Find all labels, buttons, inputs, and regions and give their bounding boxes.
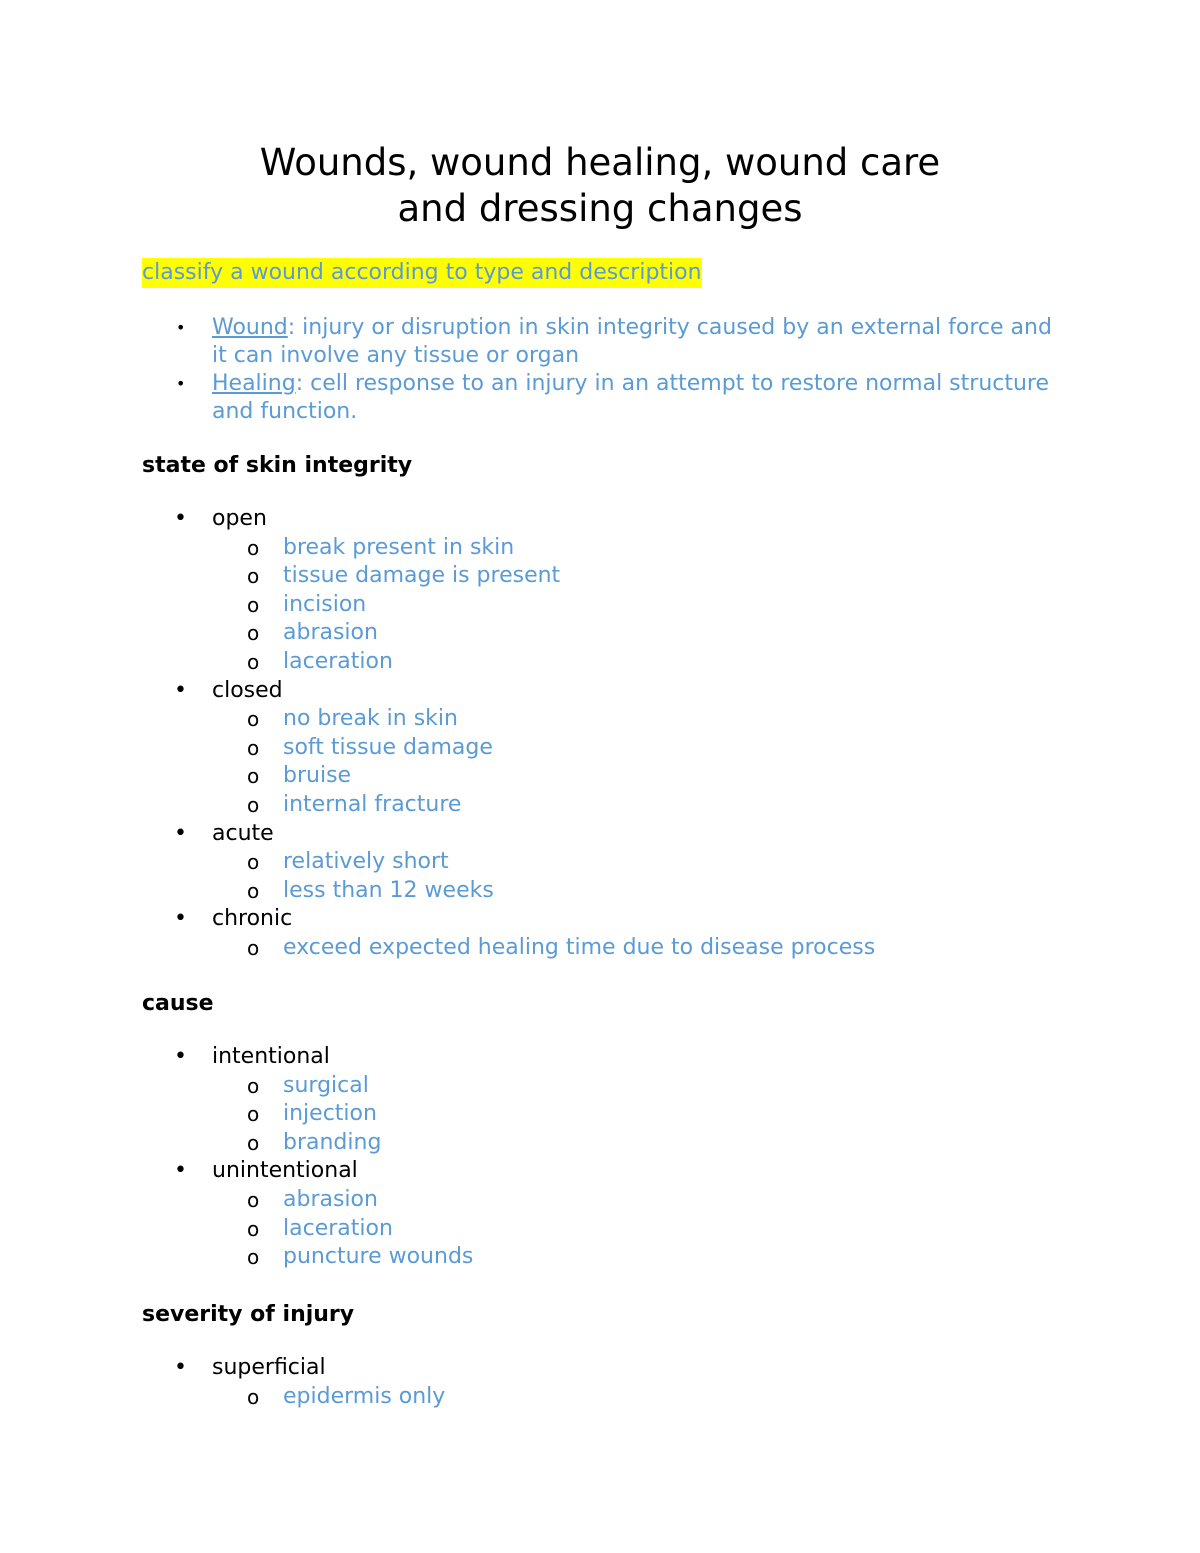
list-item (142, 677, 1102, 820)
sub-list-item (142, 534, 1102, 563)
section-severity (142, 1300, 1102, 1411)
sub-item-text: abrasion (283, 620, 378, 646)
sub-item-text: soft tissue damage (283, 734, 493, 760)
sub-list-item (142, 562, 1102, 591)
sub-list-item (142, 619, 1102, 648)
circle-bullet-icon: o (247, 792, 260, 817)
circle-bullet-icon: o (247, 535, 260, 560)
sub-list (212, 1383, 1102, 1412)
circle-bullet-icon: o (247, 878, 260, 903)
list-item (142, 1354, 1102, 1411)
bullet-icon: • (174, 820, 187, 846)
list-item (142, 905, 1102, 962)
section-heading: state of skin integrity (142, 453, 413, 478)
sub-list-item (142, 848, 1102, 877)
bullet-list (142, 1043, 1102, 1272)
section-heading: cause (142, 991, 214, 1016)
bullet-list (142, 505, 1102, 963)
definition-term: Healing (212, 371, 296, 396)
circle-bullet-icon: o (247, 1073, 260, 1098)
sub-list-item (142, 1186, 1102, 1215)
list-item (142, 820, 1102, 906)
sub-item-text: laceration (283, 1215, 393, 1241)
bullet-icon: • (174, 906, 187, 932)
sub-list-item (142, 934, 1102, 963)
title-line-2: and dressing changes (397, 187, 803, 230)
sub-item-text: internal fracture (283, 791, 462, 817)
circle-bullet-icon: o (247, 850, 260, 875)
list-item-label: intentional (212, 1044, 330, 1069)
section-heading: severity of injury (142, 1302, 355, 1327)
sub-list (212, 705, 1102, 819)
circle-bullet-icon: o (247, 1102, 260, 1127)
sub-item-text: abrasion (283, 1186, 378, 1212)
sub-list-item (142, 705, 1102, 734)
sub-list-item (142, 734, 1102, 763)
sub-list-item (142, 1215, 1102, 1244)
list-item-label: unintentional (212, 1158, 358, 1184)
sub-item-text: surgical (283, 1072, 369, 1098)
circle-bullet-icon: o (247, 564, 260, 589)
circle-bullet-icon: o (247, 621, 260, 646)
circle-bullet-icon: o (247, 1216, 260, 1241)
sub-item-text: tissue damage is present (283, 563, 561, 589)
list-item (142, 505, 1102, 677)
list-item-label: open (212, 506, 267, 531)
bullet-icon: • (174, 506, 187, 531)
circle-bullet-icon: o (247, 707, 260, 732)
sub-item-text: less than 12 weeks (283, 877, 494, 903)
bullet-icon: • (174, 1355, 187, 1380)
sub-item-text: branding (283, 1129, 382, 1155)
definition-text: : cell response to an injury in an attempt to restore normal structure and function. (212, 371, 1050, 424)
sub-item-text: injection (283, 1101, 377, 1127)
list-item-label: closed (212, 677, 283, 703)
circle-bullet-icon: o (247, 1187, 260, 1212)
sub-list-item (142, 1243, 1102, 1272)
sub-item-text: incision (283, 591, 367, 617)
sub-list-item (142, 762, 1102, 791)
small-bullet-icon: • (176, 318, 186, 337)
bullet-list (142, 1354, 1102, 1411)
list-item-label: acute (212, 820, 274, 846)
sub-item-text: puncture wounds (283, 1244, 474, 1270)
sub-item-text: break present in skin (283, 534, 515, 560)
sub-list-item (142, 648, 1102, 677)
sub-list (212, 1186, 1102, 1272)
sub-list (212, 534, 1102, 677)
sub-list-item (142, 791, 1102, 820)
small-bullet-icon: • (176, 374, 186, 393)
sub-list (212, 934, 1102, 963)
circle-bullet-icon: o (247, 1245, 260, 1270)
sub-list-item (142, 1129, 1102, 1158)
sub-list (212, 1072, 1102, 1158)
sub-list (212, 848, 1102, 905)
definitions-list (142, 314, 1072, 426)
circle-bullet-icon: o (247, 592, 260, 617)
bullet-icon: • (174, 1044, 187, 1069)
sub-list-item (142, 877, 1102, 906)
definition-text: : injury or disruption in skin integrity caused by an external force and it can involve any tissue or organ (212, 315, 1052, 368)
bullet-icon: • (174, 677, 187, 703)
circle-bullet-icon: o (247, 735, 260, 760)
definition-term: Wound (212, 315, 288, 340)
sub-item-text: exceed expected healing time due to disease process (283, 934, 876, 960)
circle-bullet-icon: o (247, 935, 260, 960)
learning-objective: classify a wound according to type and description (142, 258, 702, 288)
circle-bullet-icon: o (247, 1130, 260, 1155)
definition-item (142, 370, 1072, 426)
circle-bullet-icon: o (247, 764, 260, 789)
sub-item-text: bruise (283, 763, 352, 789)
title-line-1: Wounds, wound healing, wound care (259, 141, 941, 184)
sub-list-item (142, 1100, 1102, 1129)
section-cause (142, 989, 1102, 1272)
sub-list-item (142, 1072, 1102, 1101)
sub-item-text: no break in skin (283, 706, 458, 732)
list-item (142, 1157, 1102, 1271)
list-item-label: chronic (212, 906, 293, 932)
section-skin-integrity (142, 451, 1102, 963)
sub-item-text: relatively short (283, 849, 449, 875)
sub-item-text: epidermis only (283, 1383, 446, 1409)
document-title (0, 140, 1200, 232)
bullet-icon: • (174, 1158, 187, 1184)
sub-list-item (142, 591, 1102, 620)
circle-bullet-icon: o (247, 649, 260, 674)
sub-item-text: laceration (283, 648, 393, 674)
sub-list-item (142, 1383, 1102, 1412)
list-item-label: superficial (212, 1355, 326, 1380)
circle-bullet-icon: o (247, 1384, 260, 1409)
list-item (142, 1043, 1102, 1157)
definition-item (142, 314, 1072, 370)
